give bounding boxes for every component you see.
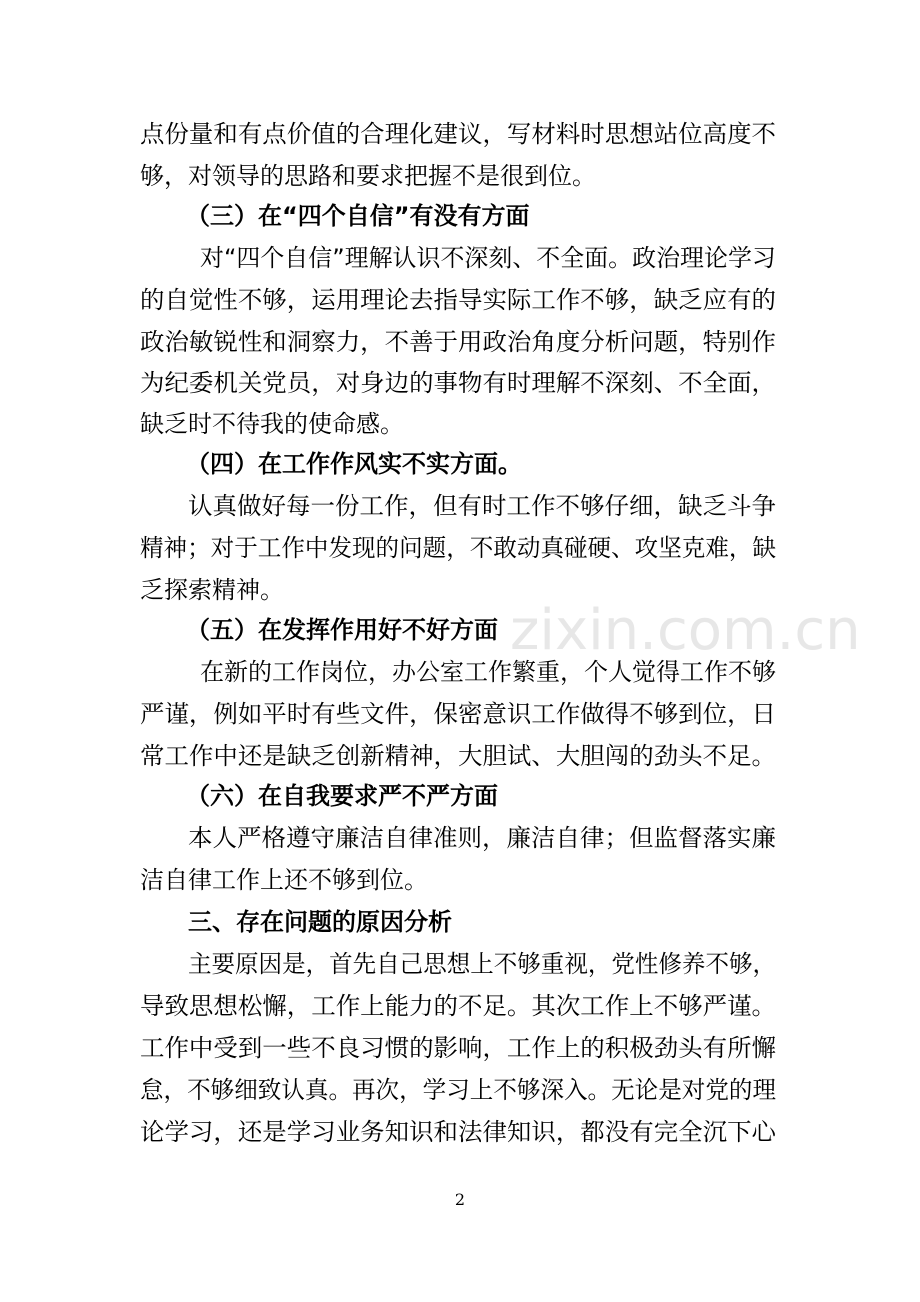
paragraph-line: 常工作中还是缺乏创新精神，大胆试、大胆闯的劲头不足。 (140, 742, 776, 770)
paragraph-line: 为纪委机关党员，对身边的事物有时理解不深刻、不全面， (140, 369, 776, 397)
page-number: 2 (454, 1190, 466, 1209)
paragraph-line: 精神；对于工作中发现的问题，不敢动真碰硬、攻坚克难，缺 (140, 534, 776, 562)
section-heading: （五）在发挥作用好不好方面 (186, 616, 498, 644)
paragraph-line: 严谨，例如平时有些文件，保密意识工作做得不够到位，日 (140, 700, 776, 728)
section-heading: （三）在“四个自信”有没有方面 (186, 202, 530, 230)
paragraph-line: 够，对领导的思路和要求把握不是很到位。 (140, 162, 596, 190)
paragraph-line: 洁自律工作上还不够到位。 (140, 866, 428, 894)
paragraph-line: 怠，不够细致认真。再次，学习上不够深入。无论是对党的理 (140, 1076, 776, 1104)
paragraph-line: 认真做好每一份工作，但有时工作不够仔细，缺乏斗争 (188, 492, 776, 520)
paragraph-line: 政治敏锐性和洞察力，不善于用政治角度分析问题，特别作 (140, 328, 776, 356)
paragraph-line: 乏探索精神。 (140, 576, 284, 604)
watermark: zixin.com.cn (510, 598, 861, 663)
paragraph-line: 的自觉性不够，运用理论去指导实际工作不够，缺乏应有的 (140, 286, 776, 314)
section-heading: （四）在工作作风实不实方面。 (186, 450, 522, 478)
paragraph-line: 论学习，还是学习业务知识和法律知识，都没有完全沉下心 (140, 1118, 776, 1146)
section-heading: （六）在自我要求严不严方面 (186, 782, 498, 810)
paragraph-line: 导致思想松懈，工作上能力的不足。其次工作上不够严谨。 (140, 992, 776, 1020)
paragraph-line: 在新的工作岗位，办公室工作繁重，个人觉得工作不够 (200, 658, 776, 686)
paragraph-line: 缺乏时不待我的使命感。 (140, 410, 404, 438)
paragraph-line: 点份量和有点价值的合理化建议，写材料时思想站位高度不 (140, 120, 776, 148)
paragraph-line: 对“四个自信”理解认识不深刻、不全面。政治理论学习 (200, 244, 776, 272)
section-heading: 三、存在问题的原因分析 (188, 908, 452, 936)
paragraph-line: 工作中受到一些不良习惯的影响，工作上的积极劲头有所懈 (140, 1034, 776, 1062)
paragraph-line: 主要原因是，首先自己思想上不够重视，党性修养不够， (188, 950, 776, 978)
paragraph-line: 本人严格遵守廉洁自律准则，廉洁自律；但监督落实廉 (188, 824, 776, 852)
